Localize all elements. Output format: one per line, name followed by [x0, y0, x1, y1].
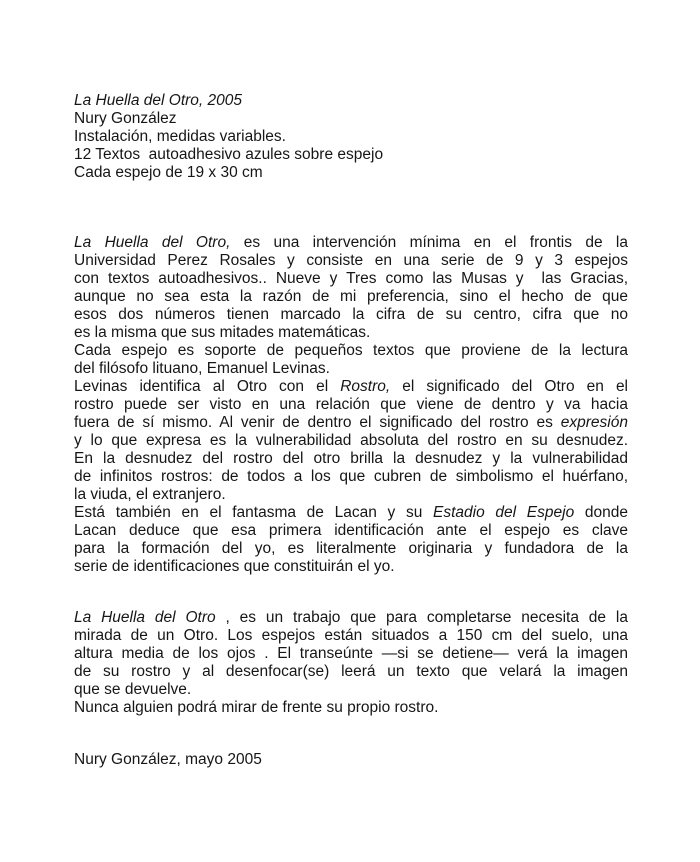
text-line — [74, 645, 628, 663]
italic-text-run: Rostro, — [340, 378, 391, 395]
text-line — [74, 306, 628, 324]
text-line — [74, 468, 628, 486]
text-run: mirada de un Otro. Los espejos están situados a 150 cm del suelo, una — [74, 627, 628, 644]
text-line — [74, 414, 628, 432]
text-line — [74, 324, 628, 342]
italic-text-run: La Huella del Otro, 2005 — [74, 92, 243, 109]
text-run: es una intervención mínima en el frontis de la — [230, 234, 628, 251]
text-run: Universidad Perez Rosales y consiste en una serie de 9 y 3 espejos — [74, 252, 628, 269]
text-line — [74, 522, 628, 540]
text-run: de infinitos rostros: de todos a los que cubren de simbolismo el huérfano, — [74, 468, 628, 485]
text-run: Nunca alguien podrá mirar de frente su propio rostro. — [74, 699, 439, 716]
artist-statement-block-1 — [74, 234, 628, 576]
text-line — [74, 627, 628, 645]
italic-text-run: La Huella del Otro, — [74, 234, 231, 251]
text-line — [74, 252, 628, 270]
text-run: de su rostro y al desenfocar(se) leerá un texto que velará la imagen — [74, 663, 628, 680]
text-line — [74, 681, 628, 699]
text-run: es la misma que sus mitades matemáticas. — [74, 324, 371, 341]
text-run: Levinas identifica al Otro con el — [74, 378, 341, 395]
text-run: serie de identificaciones que constituirán el yo. — [74, 558, 395, 575]
text-line — [74, 609, 628, 627]
text-run: Nury González — [74, 110, 177, 127]
italic-text-run: Estadio del Espejo — [433, 504, 575, 521]
text-line — [74, 92, 628, 110]
text-run: del filósofo lituano, Emanuel Levinas. — [74, 360, 330, 377]
text-line — [74, 342, 628, 360]
text-line — [74, 110, 628, 128]
text-run: 12 Textos autoadhesivo azules sobre espejo — [74, 146, 384, 163]
text-line — [74, 432, 628, 450]
text-line — [74, 396, 628, 414]
text-line — [74, 699, 628, 717]
text-line — [74, 663, 628, 681]
text-run: , es un trabajo que para completarse necesita de la — [215, 609, 628, 626]
text-run: Está también en el fantasma de Lacan y su — [74, 504, 434, 521]
text-line — [74, 378, 628, 396]
artist-statement-block-2 — [74, 609, 628, 717]
text-line — [74, 234, 628, 252]
signature-line: Nury González, mayo 2005 — [74, 751, 262, 768]
text-run: Instalación, medidas variables. — [74, 128, 286, 145]
text-run: para la formación del yo, es literalmente originaria y fundadora de la — [74, 540, 628, 557]
text-line — [74, 450, 628, 468]
text-line — [74, 128, 628, 146]
text-line — [74, 504, 628, 522]
text-run: aunque no sea esta la razón de mi preferencia, sino el hecho de que — [74, 288, 628, 305]
text-run: donde — [574, 504, 628, 521]
text-run: Lacan deduce que esa primera identificación ante el espejo es clave — [74, 522, 628, 539]
text-run: fuera de sí mismo. Al venir de dentro el significado del rostro es — [74, 414, 561, 431]
text-run: Cada espejo de 19 x 30 cm — [74, 164, 263, 181]
text-line — [74, 288, 628, 306]
text-run: la viuda, el extranjero. — [74, 486, 226, 503]
text-run: que se devuelve. — [74, 681, 192, 698]
text-run: y lo que expresa es la vulnerabilidad absoluta del rostro en su desnudez. — [74, 432, 628, 449]
text-run: rostro puede ser visto en una relación que viene de dentro y va hacia — [74, 396, 628, 413]
text-run: Cada espejo es soporte de pequeños textos que proviene de la lectura — [74, 342, 628, 359]
text-line — [74, 360, 628, 378]
text-run: En la desnudez del rostro del otro brilla la desnudez y la vulnerabilidad — [74, 450, 628, 467]
italic-text-run: expresión — [560, 414, 628, 431]
text-run: con textos autoadhesivos.. Nueve y Tres como las Musas y las Gracias, — [74, 270, 628, 287]
text-run: el significado del Otro en el — [390, 378, 629, 395]
italic-text-run: La Huella del Otro — [74, 609, 216, 626]
artwork-caption-block — [74, 92, 628, 182]
text-run: esos dos números tienen marcado la cifra de su centro, cifra que no — [74, 306, 628, 323]
text-line — [74, 540, 628, 558]
text-line — [74, 270, 628, 288]
text-run: altura media de los ojos . El transeúnte —si se detiene— verá la imagen — [74, 645, 628, 662]
text-line — [74, 164, 628, 182]
text-line — [74, 486, 628, 504]
text-line — [74, 558, 628, 576]
text-line — [74, 146, 628, 164]
